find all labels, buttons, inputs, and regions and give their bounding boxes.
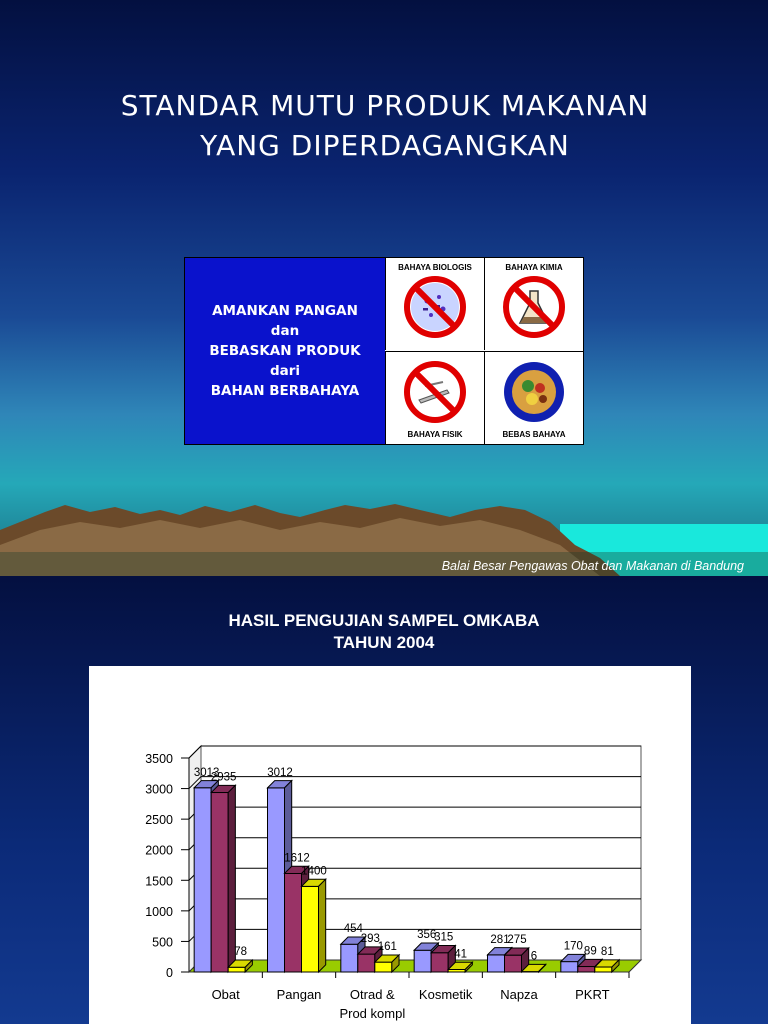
y-tick-label: 3000 [145,782,173,797]
slogan-box [185,258,385,444]
slogan-line-4: dari [269,363,301,379]
bar [341,944,358,972]
bar [431,953,448,972]
x-tick-label: Obat [211,987,240,1002]
y-tick-label: 3500 [145,752,173,766]
bar-side [319,879,326,972]
data-label: 2935 [210,771,237,784]
bar [578,967,595,972]
food-safety-panel [184,257,584,445]
data-label: 454 [343,923,363,936]
hazard-cell-biological [385,258,484,350]
slogan-line-3: BEBASKAN PRODUK [209,343,361,359]
data-label: 315 [434,931,454,944]
data-label: 356 [417,929,437,942]
institution-footer: Balai Besar Pengawas Obat dan Makanan di Bandung [441,559,744,573]
chart-slide-title-line-2: TAHUN 2004 [333,633,435,652]
chart-slide-title [0,610,768,654]
hazard-label-chemical: BAHAYA KIMIA [505,263,563,272]
slogan-line-5: BAHAN BERBAHAYA [210,383,360,399]
bar [211,793,228,972]
data-label: 1400 [301,865,327,878]
y-tick-label: 1000 [145,904,173,919]
x-tick-label: PKRT [575,987,610,1002]
no-physical-object-icon [403,360,467,424]
slide-title-line-1: STANDAR MUTU PRODUK MAKANAN [120,89,650,122]
slide-title-line-2: YANG DIPERDAGANGKAN [200,129,570,162]
bar-chart [89,666,691,1024]
safe-food-icon [502,360,566,424]
data-label: 161 [377,941,397,954]
chart-slide-title-line-1: HASIL PENGUJIAN SAMPEL OMKABA [228,611,540,630]
bar [285,873,302,972]
bar [488,955,505,972]
y-tick-label: 0 [166,966,173,980]
bar [358,954,375,972]
data-label: 41 [454,948,468,961]
x-tick-label: Pangan [276,987,322,1002]
slide-2 [0,576,768,1024]
bar [194,788,211,972]
hazard-label-physical: BAHAYA FISIK [407,430,463,439]
no-bacteria-icon [403,275,467,339]
no-chemical-icon [502,275,566,339]
data-label: 293 [360,933,380,946]
hazard-label-free: BEBAS BAHAYA [502,430,566,439]
x-tick-label: Kosmetik [418,987,473,1002]
bar [228,967,245,972]
y-tick-label: 1500 [145,874,173,889]
bar [505,955,522,972]
data-label: 3013 [193,766,220,779]
bar-side [228,785,235,972]
bar [561,962,578,972]
hazard-cell-chemical [484,258,583,350]
bar [595,967,612,972]
y-tick-label: 500 [152,935,173,950]
slogan-line-1: AMANKAN PANGAN [212,303,358,319]
data-label: 1612 [284,852,310,865]
data-label: 81 [600,946,614,959]
data-label: 78 [234,946,248,959]
bar [268,788,285,972]
data-label: 170 [563,940,583,953]
hazard-label-biological: BAHAYA BIOLOGIS [398,263,472,272]
data-label: 281 [490,933,510,946]
bar [302,886,319,972]
data-label: 275 [507,934,527,947]
data-label: 6 [530,950,538,963]
data-label: 3012 [267,766,293,779]
slogan-line-2: dan [270,323,300,339]
chart-area [89,666,691,1024]
x-tick-label: Otrad & Prod kompl [339,987,406,1021]
bar [375,962,392,972]
y-tick-label: 2000 [145,843,173,858]
bar [414,950,431,972]
x-tick-label: Napza [500,987,538,1002]
y-tick-label: 2500 [145,813,173,828]
data-label: 89 [583,945,597,958]
slide-title [60,86,710,166]
hazard-cell-free [484,351,583,444]
hazard-cell-physical [385,351,484,444]
